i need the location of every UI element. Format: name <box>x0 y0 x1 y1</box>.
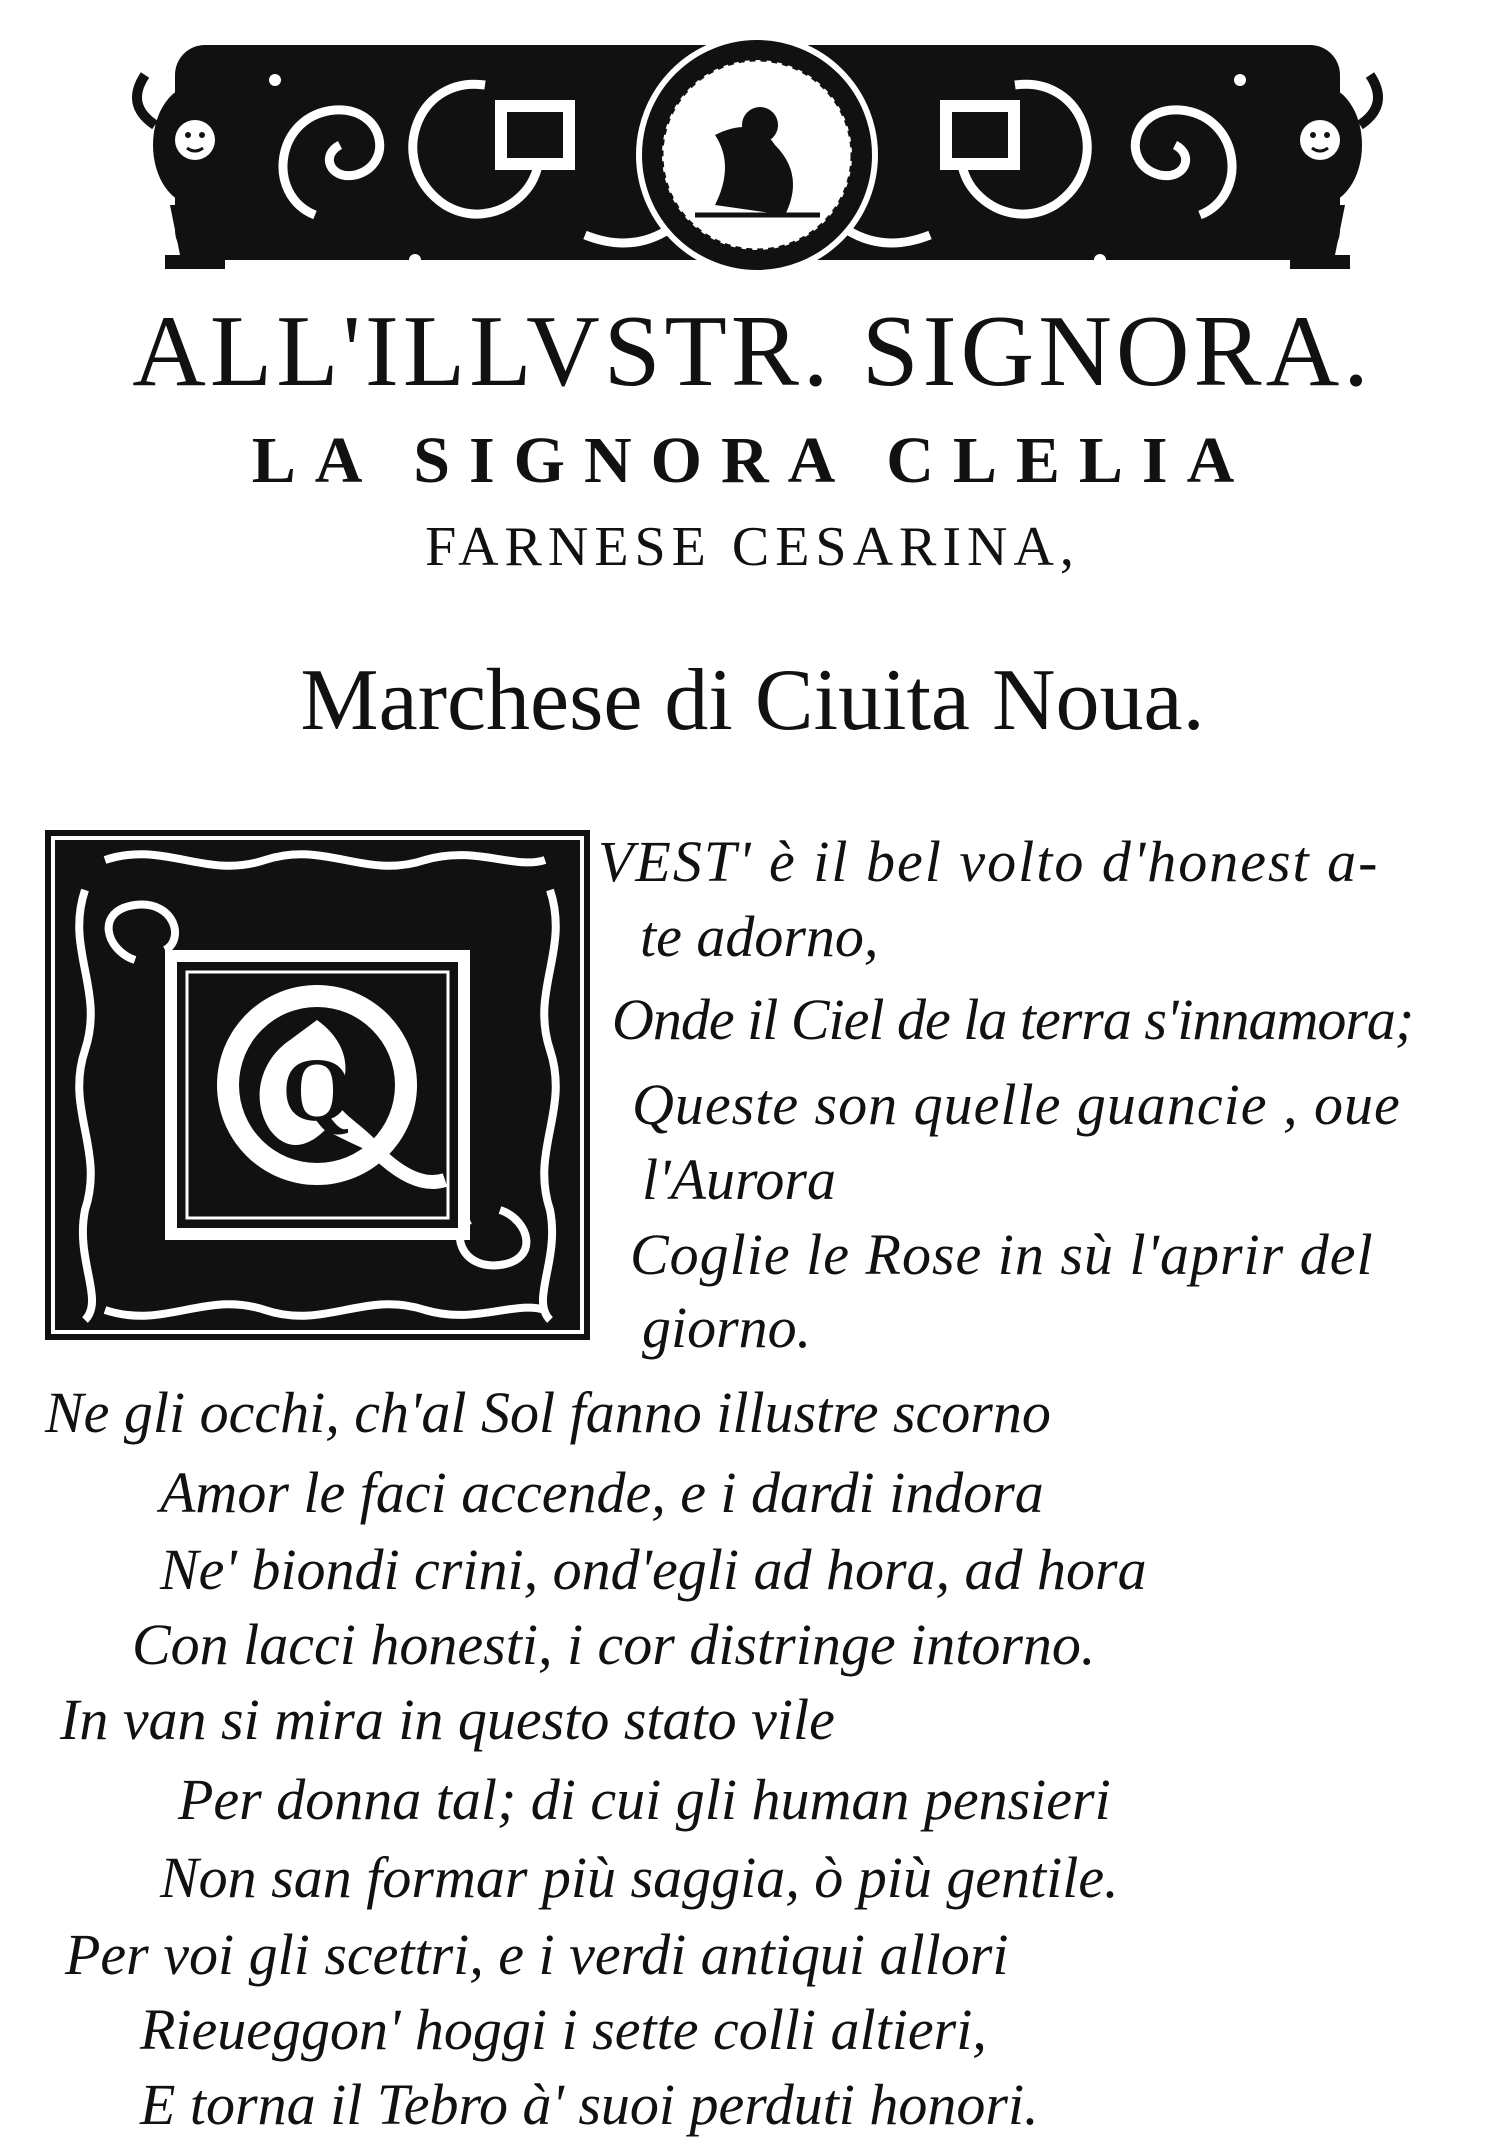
dedicatee-family: FARNESE CESARINA, <box>425 516 1080 578</box>
poem-line: Onde il Ciel de la terra s'innamora; <box>612 987 1414 1052</box>
poem-line: In van si mira in questo stato vile <box>60 1687 835 1752</box>
poem-line: giorno. <box>642 1295 812 1360</box>
poem-line: Coglie le Rose in sù l'aprir del <box>630 1222 1374 1287</box>
ornamental-headpiece <box>115 15 1400 300</box>
poem-line: E torna il Tebro à' suoi perduti honori. <box>140 2072 1039 2137</box>
poem-line: Non san formar più saggia, ò più gentile. <box>160 1845 1119 1910</box>
dedicatee-title: Marchese di Ciuita Noua. <box>300 652 1205 749</box>
poem-line: Ne gli occhi, ch'al Sol fanno illustre scorno <box>45 1380 1051 1445</box>
poem-line: Per voi gli scettri, e i verdi antiqui allori <box>65 1922 1009 1987</box>
poem-line: l'Aurora <box>642 1147 836 1212</box>
poem-line: VEST' è il bel volto d'honest a- <box>598 829 1380 894</box>
poem-line: te adorno, <box>640 904 879 969</box>
dedication-title: ALL'ILLVSTR. SIGNORA. <box>132 295 1373 408</box>
poem-line: Per donna tal; di cui gli human pensieri <box>178 1767 1111 1832</box>
medallion-icon <box>639 37 875 273</box>
poem-line: Con lacci honesti, i cor distringe intorno. <box>132 1612 1096 1677</box>
initial-letter: Q <box>281 1041 353 1140</box>
dedicatee-name: LA SIGNORA CLELIA <box>251 424 1254 497</box>
poem-line: Amor le faci accende, e i dardi indora <box>160 1460 1044 1525</box>
poem-line: Rieueggon' hoggi i sette colli altieri, <box>140 1997 987 2062</box>
poem-line: Ne' biondi crini, ond'egli ad hora, ad hora <box>160 1537 1147 1602</box>
poem-line: Queste son quelle guancie , oue <box>632 1072 1401 1137</box>
decorated-initial-q <box>45 830 590 1340</box>
